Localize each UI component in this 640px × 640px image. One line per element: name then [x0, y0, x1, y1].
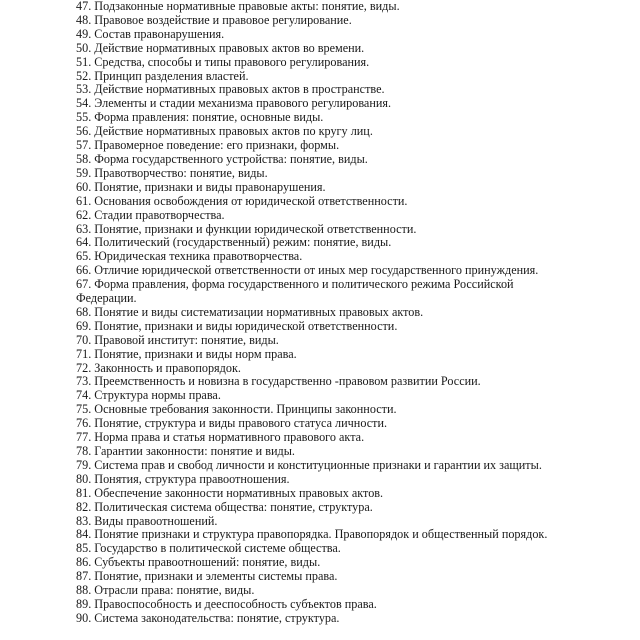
list-item: 88. Отрасли права: понятие, виды.: [76, 583, 255, 598]
list-item: 50. Действие нормативных правовых актов во времени.: [76, 40, 365, 55]
list-item: 61. Основания освобождения от юридической ответственности.: [76, 193, 408, 208]
list-item: 48. Правовое воздействие и правовое регулирование.: [76, 12, 352, 27]
list-item: 55. Форма правления: понятие, основные виды.: [76, 110, 324, 125]
exam-questions-list: [76, 0, 576, 626]
list-item: 69. Понятие, признаки и виды юридической ответственности.: [76, 318, 398, 333]
list-item: 83. Виды правоотношений.: [76, 513, 218, 528]
list-item: 82. Политическая система общества: понятие, структура.: [76, 499, 373, 514]
list-item: 59. Правотворчество: понятие, виды.: [76, 165, 268, 180]
list-item: 84. Понятие признаки и структура правопорядка. Правопорядок и общественный порядок.: [76, 527, 548, 542]
list-item: 76. Понятие, структура и виды правового статуса личности.: [76, 416, 388, 431]
list-item: 71. Понятие, признаки и виды норм права.: [76, 346, 297, 361]
list-item: 86. Субъекты правоотношений: понятие, виды.: [76, 555, 321, 570]
list-item: 64. Политический (государственный) режим: понятие, виды.: [76, 235, 392, 250]
list-item: 60. Понятие, признаки и виды правонарушения.: [76, 179, 326, 194]
list-item: 65. Юридическая техника правотворчества.: [76, 249, 303, 264]
list-item: 68. Понятие и виды систематизации нормативных правовых актов.: [76, 304, 424, 319]
list-item: 72. Законность и правопорядок.: [76, 360, 241, 375]
list-item: 77. Норма права и статья нормативного правового акта.: [76, 430, 365, 445]
list-item: 66. Отличие юридической ответственности от иных мер государственного принуждения.: [76, 263, 539, 278]
list-item: 78. Гарантии законности: понятие и виды.: [76, 444, 295, 458]
list-item: 73. Преемственность и новизна в государственно -правовом развитии России.: [76, 374, 481, 389]
list-item: 90. Система законодательства: понятие, структура.: [76, 610, 340, 625]
list-item: 70. Правовой институт: понятие, виды.: [76, 332, 279, 347]
list-item: 53. Действие нормативных правовых актов в пространстве.: [76, 82, 385, 97]
list-item: 51. Средства, способы и типы правового регулирования.: [76, 54, 370, 69]
list-item: 74. Структура нормы права.: [76, 388, 221, 403]
list-item: 79. Система прав и свобод личности и конституционные признаки и гарантии их защиты.: [76, 457, 542, 472]
list-item: 63. Понятие, признаки и функции юридической ответственности.: [76, 221, 417, 236]
list-item: 57. Правомерное поведение: его признаки, формы.: [76, 138, 340, 153]
list-item: 85. Государство в политической системе общества.: [76, 541, 341, 556]
list-item: 58. Форма государственного устройства: понятие, виды.: [76, 151, 368, 166]
list-item: 87. Понятие, признаки и элементы системы права.: [76, 569, 338, 584]
list-item: 80. Понятия, структура правоотношения.: [76, 471, 290, 486]
list-item: 62. Стадии правотворчества.: [76, 207, 225, 222]
list-item: 52. Принцип разделения властей.: [76, 68, 249, 83]
list-item: 54. Элементы и стадии механизма правового регулирования.: [76, 96, 392, 111]
list-item: 49. Состав правонарушения.: [76, 26, 225, 41]
list-item: 81. Обеспечение законности нормативных правовых актов.: [76, 485, 384, 500]
list-item: 56. Действие нормативных правовых актов по кругу лиц.: [76, 124, 373, 139]
list-item: 67. Форма правления, форма государственного и политического режима Российской Федерации.: [76, 277, 514, 306]
list-item: 75. Основные требования законности. Принципы законности.: [76, 402, 397, 417]
list-item: 89. Правоспособность и дееспособность субъектов права.: [76, 596, 377, 611]
list-item: 47. Подзаконные нормативные правовые акты: понятие, виды.: [76, 0, 400, 13]
